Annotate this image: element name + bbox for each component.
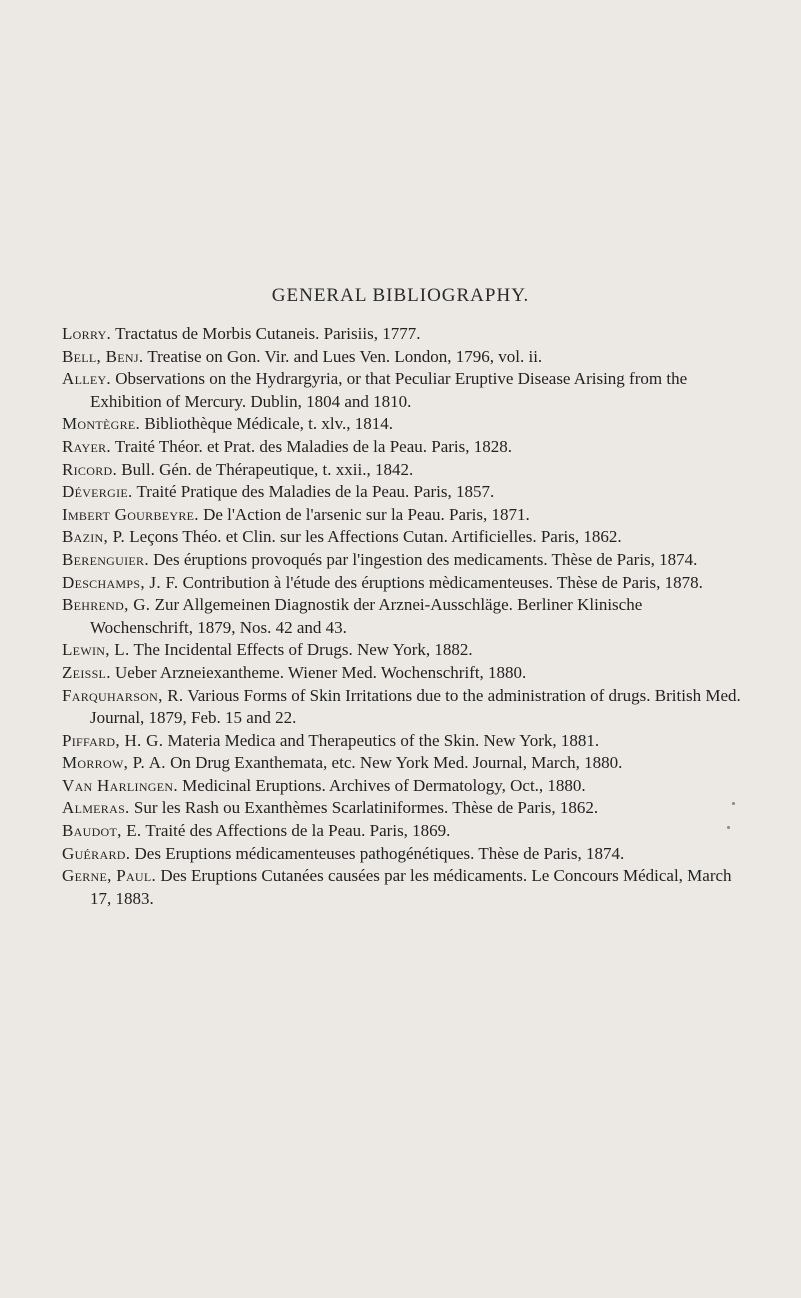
bibliography-entry: [62, 797, 742, 820]
page-title: GENERAL BIBLIOGRAPHY.: [271, 285, 530, 306]
entry-text: Tractatus de Morbis Cutaneis. Parisiis, 1777.: [115, 324, 421, 343]
bibliography-entry: [62, 323, 742, 346]
entry-text: Zur Allgemeinen Diagnostik der Arznei-Ausschläge. Berliner Klinische Wochenschrift, 1879, Nos. 42 and 43.: [90, 595, 643, 637]
entry-author: Deschamps, J. F.: [62, 572, 179, 592]
bibliography-entry: [62, 346, 742, 369]
bibliography-entry: [62, 436, 742, 459]
entry-author: Zeissl.: [62, 662, 111, 682]
bibliography-entry: [62, 662, 742, 685]
entry-text: Des Eruptions médicamenteuses pathogénétiques. Thèse de Paris, 1874.: [134, 843, 625, 863]
entry-author: Lewin, L.: [62, 640, 130, 660]
entry-author: Behrend, G.: [62, 595, 151, 615]
entry-author: Bell, Benj.: [62, 346, 144, 366]
bibliography-entry: [62, 775, 742, 798]
bibliography-entry: [62, 752, 742, 775]
entry-author: Bazin, P.: [62, 527, 126, 547]
entry-text: Contribution à l'étude des éruptions mèdicamenteuses. Thèse de Paris, 1878.: [182, 572, 703, 592]
entry-text: Traité Théor. et Prat. des Maladies de la Peau. Paris, 1828.: [114, 436, 512, 456]
bibliography-entry: [62, 594, 742, 639]
entry-text: Sur les Rash ou Exanthèmes Scarlatiniformes. Thèse de Paris, 1862.: [133, 798, 599, 818]
bibliography-entry: [62, 549, 742, 572]
bibliography-entry: [62, 481, 742, 504]
entry-author: Montègre.: [62, 414, 141, 434]
bibliography-entry: [62, 526, 742, 549]
entry-text: Des Eruptions Cutanées causées par les médicaments. Le Concours Médical, March 17, 1883.: [90, 866, 732, 908]
bibliography-entry: [62, 572, 742, 595]
entry-author: Morrow, P. A.: [62, 753, 166, 773]
entry-text: Traité des Affections de la Peau. Paris, 1869.: [145, 821, 451, 841]
entry-author: Imbert Gourbeyre.: [62, 504, 199, 524]
entry-author: Guérard.: [62, 843, 131, 863]
entry-author: Lorry.: [62, 324, 112, 343]
entry-author: Van Harlingen.: [62, 775, 178, 795]
bibliography-entry: [62, 459, 742, 482]
bibliography-entry: [62, 865, 742, 910]
entry-text: Various Forms of Skin Irritations due to the administration of drugs. British Med. Journal, 1879, Feb. 15 and 22.: [90, 685, 741, 728]
bibliography-entry: [62, 843, 742, 866]
entry-text: Traité Pratique des Maladies de la Peau. Paris, 1857.: [136, 482, 495, 502]
entry-text: Treatise on Gon. Vir. and Lues Ven. London, 1796, vol. ii.: [147, 346, 543, 366]
bibliography-entry: [62, 413, 742, 436]
bibliography-list: [62, 323, 742, 910]
ink-speck: [732, 802, 735, 805]
entry-author: Gerne, Paul.: [62, 866, 157, 886]
entry-text: On Drug Exanthemata, etc. New York Med. Journal, March, 1880.: [170, 753, 623, 773]
entry-author: Ricord.: [62, 459, 118, 479]
ink-speck: [727, 826, 730, 829]
entry-text: De l'Action de l'arsenic sur la Peau. Paris, 1871.: [203, 504, 530, 524]
entry-author: Piffard, H. G.: [62, 730, 164, 750]
entry-text: The Incidental Effects of Drugs. New York, 1882.: [133, 640, 473, 660]
bibliography-entry: [62, 368, 742, 413]
bibliography-entry: [62, 639, 742, 662]
entry-author: Dévergie.: [62, 482, 133, 502]
bibliography-entry: [62, 730, 742, 753]
entry-author: Almeras.: [62, 798, 130, 818]
entry-text: Leçons Théo. et Clin. sur les Affections Cutan. Artificielles. Paris, 1862.: [129, 527, 622, 547]
entry-author: Baudot, E.: [62, 821, 142, 841]
bibliography-entry: [62, 504, 742, 527]
entry-text: Materia Medica and Therapeutics of the Skin. New York, 1881.: [167, 730, 600, 750]
entry-text: Bull. Gén. de Thérapeutique, t. xxii., 1842.: [121, 459, 414, 479]
bibliography-entry: [62, 685, 742, 730]
entry-text: Observations on the Hydrargyria, or that Peculiar Eruptive Disease Arising from the Exhibition of Mercury. Dublin, 1804 and 1810.: [90, 369, 688, 411]
entry-text: Des éruptions provoqués par l'ingestion des medicaments. Thèse de Paris, 1874.: [153, 549, 698, 569]
bibliography-entry: [62, 820, 742, 843]
entry-author: Rayer.: [62, 436, 111, 456]
entry-author: Farquharson, R.: [62, 685, 184, 705]
entry-author: Alley.: [62, 369, 111, 389]
entry-text: Ueber Arzneiexantheme. Wiener Med. Wochenschrift, 1880.: [115, 662, 527, 682]
entry-text: Bibliothèque Médicale, t. xlv., 1814.: [144, 414, 393, 434]
entry-author: Berenguier.: [62, 549, 149, 569]
entry-text: Medicinal Eruptions. Archives of Dermatology, Oct., 1880.: [182, 775, 586, 795]
